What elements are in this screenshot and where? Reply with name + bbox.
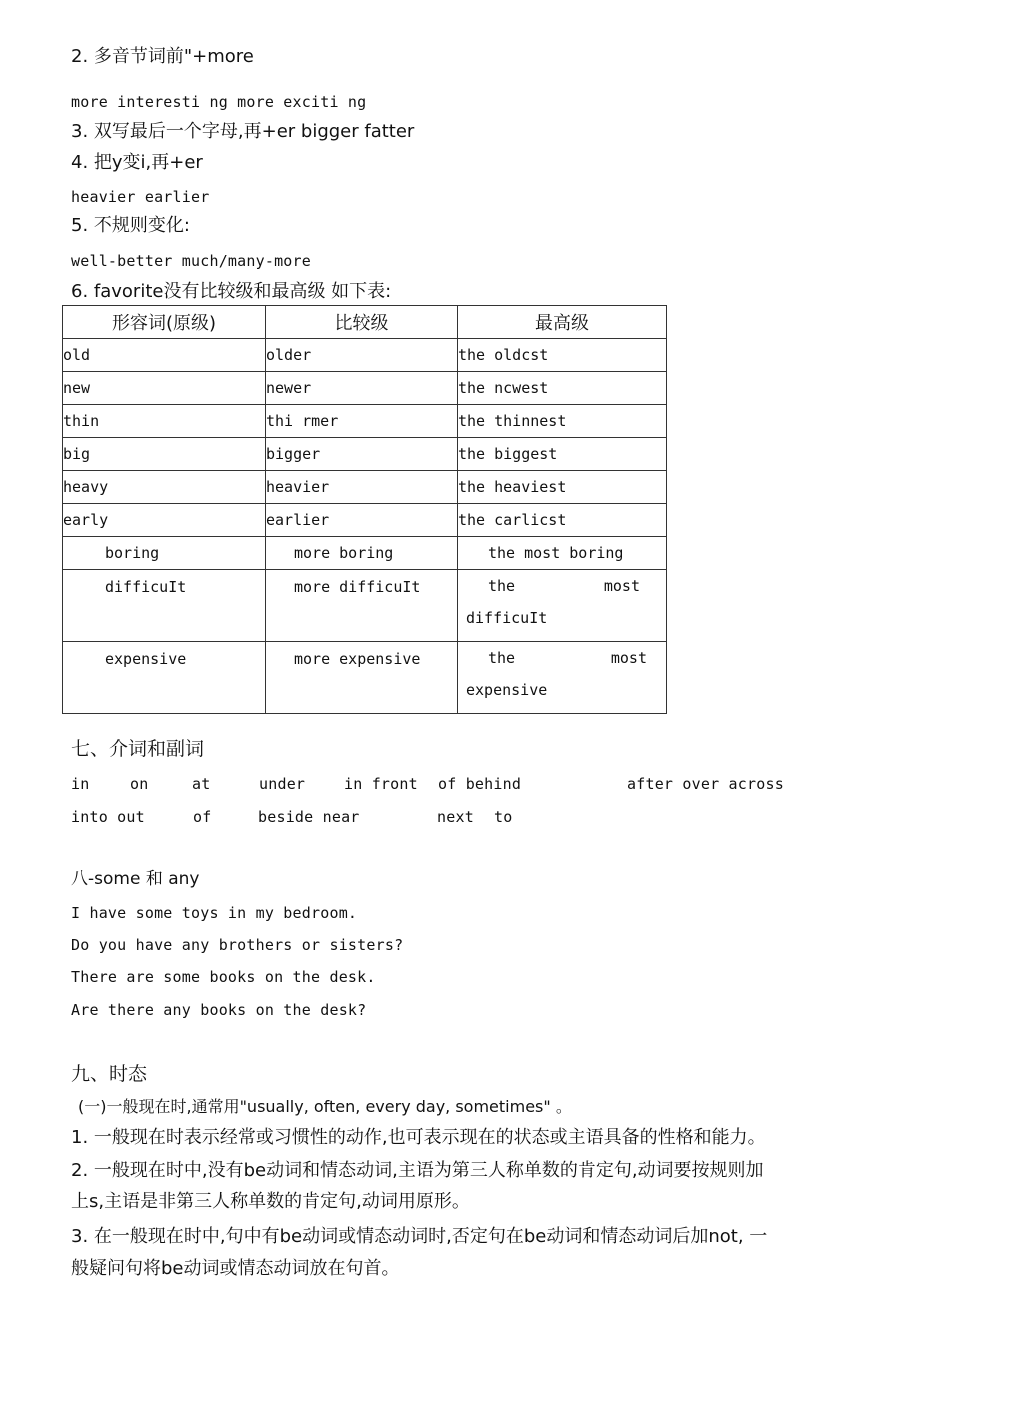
cell-superlative: the carlicst — [458, 504, 667, 537]
table-row — [63, 339, 667, 372]
rule-5: 5. 不规则变化: — [71, 215, 190, 236]
rule-2-examples: more interesti ng more exciti ng — [71, 93, 367, 111]
cell-comparative: more difficuIt — [266, 570, 458, 642]
rule-6: 6. favorite没有比较级和最高级 如下表: — [71, 281, 392, 302]
preposition: of — [193, 808, 212, 826]
cell-positive: new — [63, 372, 266, 405]
cell-positive: boring — [63, 537, 266, 570]
table-row — [63, 471, 667, 504]
prepositions-row-2 — [71, 807, 671, 827]
table-row — [63, 438, 667, 471]
cell-comparative: more boring — [266, 537, 458, 570]
section-8-title: 八-some 和 any — [71, 869, 200, 889]
table-row — [63, 570, 667, 642]
cell-superlative: the oldcst — [458, 339, 667, 372]
header-positive: 形容词(原级) — [63, 306, 266, 339]
table-row — [63, 504, 667, 537]
cell-positive: early — [63, 504, 266, 537]
preposition: next — [437, 808, 474, 826]
preposition: after over across — [627, 775, 784, 793]
cell-superlative — [458, 642, 667, 714]
table-header-row — [63, 306, 667, 339]
cell-comparative: more expensive — [266, 642, 458, 714]
rule-4-examples: heavier earlier — [71, 188, 210, 206]
preposition: under — [259, 775, 306, 793]
prepositions-row-1 — [71, 774, 831, 794]
cell-positive: old — [63, 339, 266, 372]
cell-superlative: the biggest — [458, 438, 667, 471]
table-row — [63, 537, 667, 570]
header-comparative: 比较级 — [266, 306, 458, 339]
cell-superlative: the ncwest — [458, 372, 667, 405]
superlative-word-the: the — [488, 649, 516, 667]
section-9-title: 九、时态 — [71, 1063, 148, 1085]
section-7-title: 七、介词和副词 — [71, 738, 205, 760]
superlative-word-most: most — [603, 577, 640, 595]
cell-superlative: the most boring — [458, 537, 667, 570]
tense-rule-2-line-2: 上s,主语是非第三人称单数的肯定句,动词用原形。 — [71, 1191, 470, 1212]
cell-comparative: earlier — [266, 504, 458, 537]
cell-superlative: the thinnest — [458, 405, 667, 438]
cell-superlative — [458, 570, 667, 642]
preposition: into out — [71, 808, 145, 826]
tense-rule-1: 1. 一般现在时表示经常或习惯性的动作,也可表示现在的状态或主语具备的性格和能力。 — [71, 1127, 766, 1148]
preposition: beside near — [258, 808, 360, 826]
rule-3: 3. 双写最后一个字母,再+er bigger fatter — [71, 121, 415, 142]
cell-positive: big — [63, 438, 266, 471]
preposition: at — [192, 775, 211, 793]
table-row — [63, 405, 667, 438]
example-sentence: There are some books on the desk. — [71, 968, 376, 986]
preposition: to — [494, 808, 513, 826]
superlative-word-most: most — [610, 649, 647, 667]
cell-comparative: older — [266, 339, 458, 372]
header-superlative: 最高级 — [458, 306, 667, 339]
table-row — [63, 372, 667, 405]
preposition: in front — [344, 775, 418, 793]
cell-positive: heavy — [63, 471, 266, 504]
rule-4: 4. 把y变i,再+er — [71, 152, 203, 173]
tense-rule-3-line-2: 般疑问句将be动词或情态动词放在句首。 — [71, 1258, 400, 1279]
section-9-subtitle: (一)一般现在时,通常用"usually, often, every day, sometimes" 。 — [78, 1097, 572, 1116]
preposition: in — [71, 775, 90, 793]
cell-comparative: thi rmer — [266, 405, 458, 438]
cell-positive: difficuIt — [63, 570, 266, 642]
table-row — [63, 642, 667, 714]
superlative-word-the: the — [488, 577, 516, 595]
superlative-word-adjective: expensive — [466, 681, 548, 699]
rule-5-examples: well-better much/many-more — [71, 252, 311, 270]
tense-rule-3-line-1: 3. 在一般现在时中,句中有be动词或情态动词时,否定句在be动词和情态动词后加not, 一 — [71, 1226, 768, 1247]
preposition: on — [130, 775, 149, 793]
cell-positive: expensive — [63, 642, 266, 714]
example-sentence: Do you have any brothers or sisters? — [71, 936, 404, 954]
preposition: of behind — [438, 775, 522, 793]
example-sentence: Are there any books on the desk? — [71, 1001, 367, 1019]
cell-comparative: newer — [266, 372, 458, 405]
tense-rule-2-line-1: 2. 一般现在时中,没有be动词和情态动词,主语为第三人称单数的肯定句,动词要按规则加 — [71, 1160, 764, 1181]
comparison-table — [62, 305, 667, 714]
example-sentence: I have some toys in my bedroom. — [71, 904, 358, 922]
superlative-word-adjective: difficuIt — [466, 609, 548, 627]
cell-positive: thin — [63, 405, 266, 438]
cell-superlative: the heaviest — [458, 471, 667, 504]
rule-2: 2. 多音节词前"+more — [71, 46, 254, 67]
cell-comparative: bigger — [266, 438, 458, 471]
cell-comparative: heavier — [266, 471, 458, 504]
